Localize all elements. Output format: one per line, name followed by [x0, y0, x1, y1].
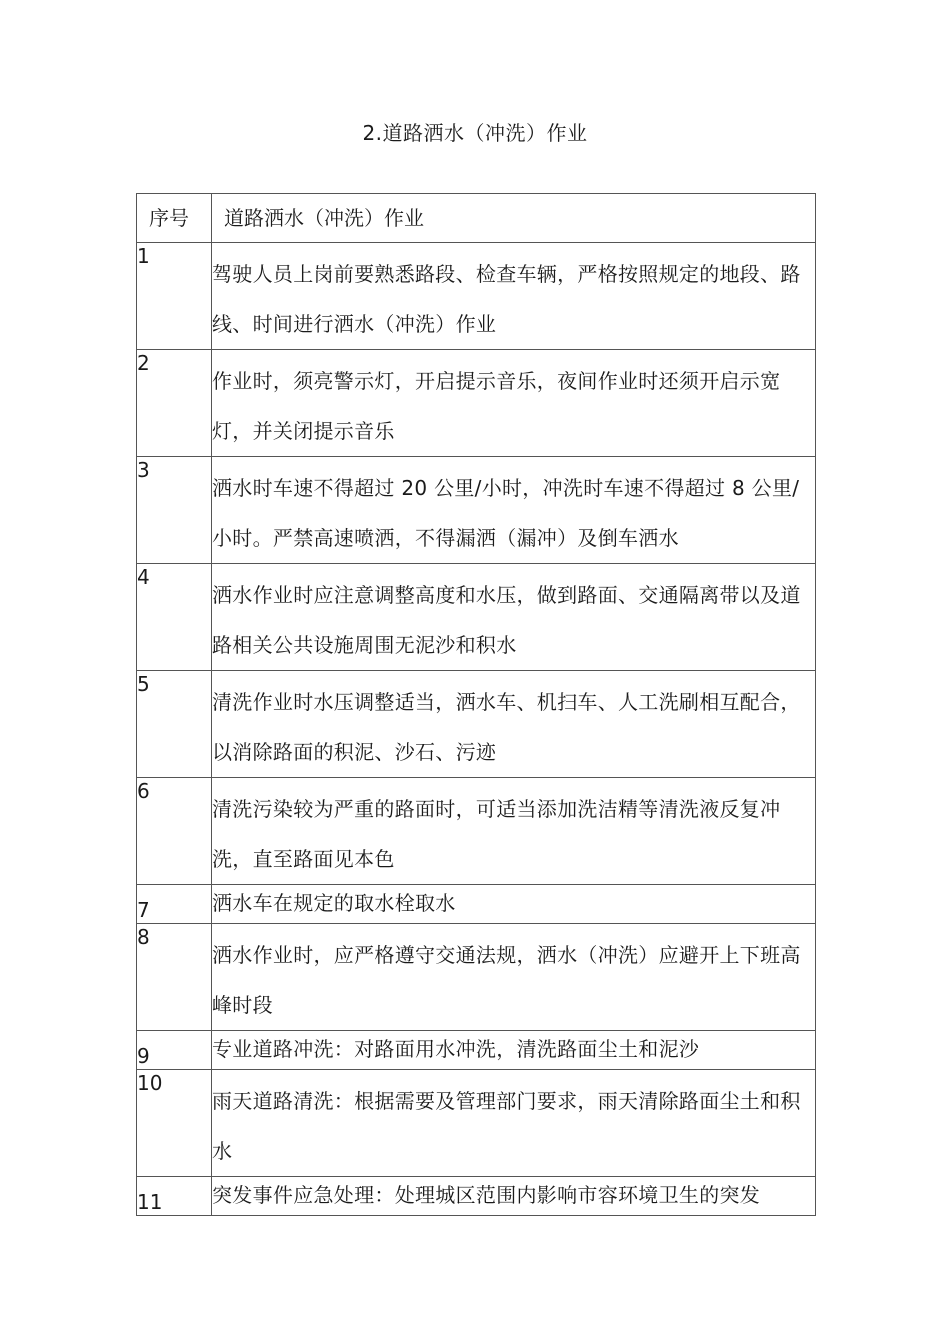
- row-text: 洒水作业时，应严格遵守交通法规，洒水（冲洗）应避开上下班高峰时段: [212, 943, 801, 1017]
- table-row: [137, 778, 816, 885]
- row-text: 突发事件应急处理：处理城区范围内影响市容环境卫生的突发: [212, 1183, 761, 1207]
- row-text-cell: [212, 350, 816, 457]
- row-text: 洒水作业时应注意调整高度和水压，做到路面、交通隔离带以及道路相关公共设施周围无泥沙和积水: [212, 583, 801, 657]
- table-row: [137, 885, 816, 924]
- row-text-cell: [212, 1031, 816, 1070]
- row-text-cell: [212, 671, 816, 778]
- table-header-row: [137, 194, 816, 243]
- work-table: [136, 193, 816, 1216]
- table-row: [137, 1070, 816, 1177]
- row-text: 专业道路冲洗：对路面用水冲洗，清洗路面尘土和泥沙: [212, 1037, 700, 1061]
- row-text-cell: [212, 924, 816, 1031]
- row-num-cell: 11: [137, 1177, 212, 1216]
- header-text-cell: 道路洒水（冲洗）作业: [212, 194, 816, 243]
- row-num-cell: 4: [137, 564, 212, 671]
- table-row: [137, 1031, 816, 1070]
- row-text: 雨天道路清洗：根据需要及管理部门要求，雨天清除路面尘土和积水: [212, 1089, 801, 1163]
- table-row: [137, 457, 816, 564]
- row-text: 清洗作业时水压调整适当，洒水车、机扫车、人工洗刷相互配合，以消除路面的积泥、沙石、污迹: [212, 690, 801, 764]
- row-text: 作业时，须亮警示灯，开启提示音乐，夜间作业时还须开启示宽灯，并关闭提示音乐: [212, 369, 781, 443]
- row-text: 洒水车在规定的取水栓取水: [212, 891, 456, 915]
- row-num-cell: 3: [137, 457, 212, 564]
- row-text: 驾驶人员上岗前要熟悉路段、检查车辆，严格按照规定的地段、路线、时间进行洒水（冲洗）作业: [212, 262, 801, 336]
- page-title: 2.道路洒水（冲洗）作业: [362, 121, 588, 145]
- row-text-cell: [212, 564, 816, 671]
- row-num-cell: 8: [137, 924, 212, 1031]
- row-text-cell: [212, 243, 816, 350]
- row-num-cell: 1: [137, 243, 212, 350]
- table-row: [137, 350, 816, 457]
- row-text: 洒水时车速不得超过 20 公里/小时，冲洗时车速不得超过 8 公里/小时。严禁高速喷洒，不得漏洒（漏冲）及倒车洒水: [212, 476, 800, 550]
- row-text-cell: [212, 778, 816, 885]
- row-num-cell: 9: [137, 1031, 212, 1070]
- row-text: 清洗污染较为严重的路面时，可适当添加洗洁精等清洗液反复冲洗，直至路面见本色: [212, 797, 781, 871]
- row-text-cell: [212, 885, 816, 924]
- row-num-cell: 6: [137, 778, 212, 885]
- row-text-cell: [212, 1177, 816, 1216]
- table-row: [137, 243, 816, 350]
- row-num-cell: 7: [137, 885, 212, 924]
- row-num-cell: 5: [137, 671, 212, 778]
- header-num-cell: 序号: [137, 194, 212, 243]
- row-text-cell: [212, 1070, 816, 1177]
- table-row: [137, 671, 816, 778]
- table-row: [137, 1177, 816, 1216]
- table-row: [137, 564, 816, 671]
- row-num-cell: 2: [137, 350, 212, 457]
- row-text-cell: [212, 457, 816, 564]
- row-num-cell: 10: [137, 1070, 212, 1177]
- table-row: [137, 924, 816, 1031]
